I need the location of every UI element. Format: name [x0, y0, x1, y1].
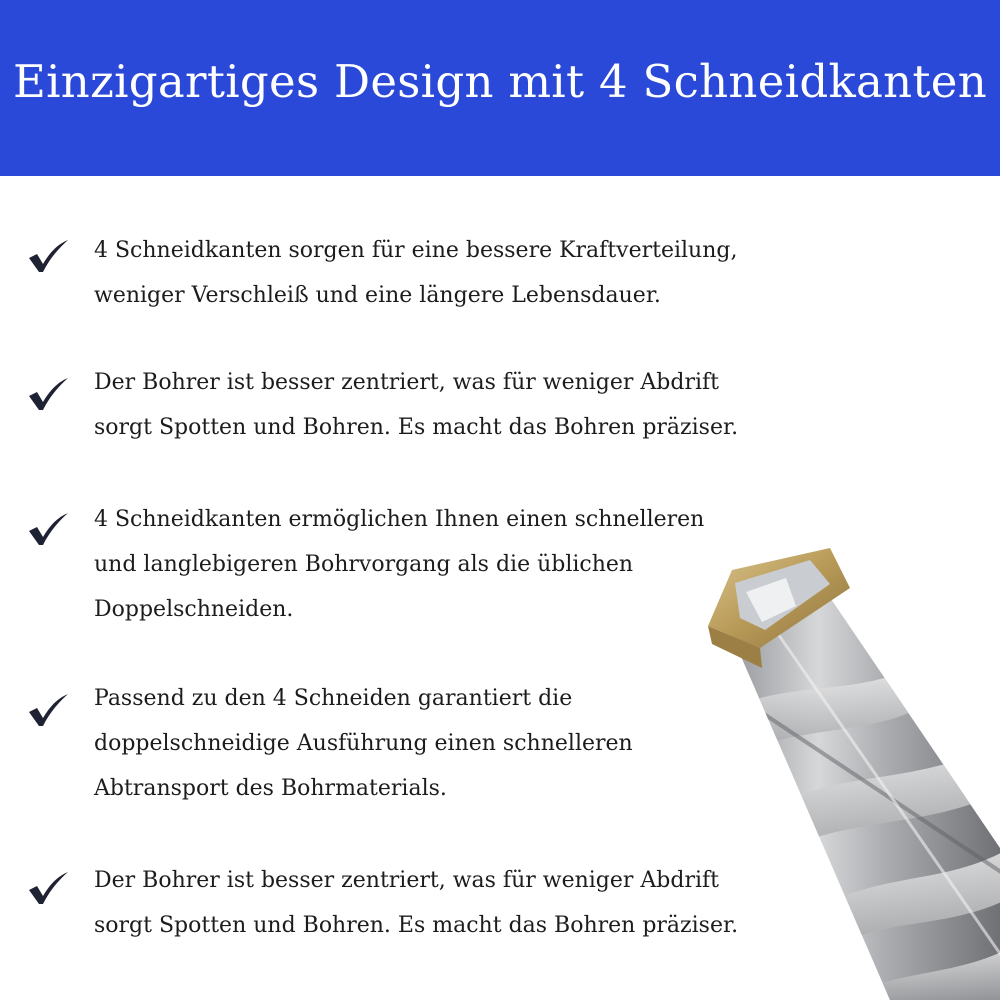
page-title: Einzigartiges Design mit 4 Schneidkanten	[12, 54, 988, 108]
checkmark-icon	[26, 238, 70, 274]
drill-bit-image	[690, 548, 1000, 1000]
feature-text: Passend zu den 4 Schneiden garantiert die doppelschneidige Ausführung einen schnelleren Abtransport des Bohrmaterials.	[94, 686, 633, 801]
checkmark-icon	[26, 870, 70, 906]
feature-text: 4 Schneidkanten ermöglichen Ihnen einen schnelleren und langlebigeren Bohrvorgang als die üblichen Doppelschneiden.	[94, 507, 705, 622]
feature-text: Der Bohrer ist besser zentriert, was für weniger Abdrift sorgt Spotten und Bohren. Es macht das Bohren präziser.	[94, 370, 739, 440]
feature-text: 4 Schneidkanten sorgen für eine bessere Kraftverteilung, weniger Verschleiß und eine längere Lebensdauer.	[94, 238, 738, 308]
checkmark-icon	[26, 376, 70, 412]
feature-text: Der Bohrer ist besser zentriert, was für weniger Abdrift sorgt Spotten und Bohren. Es macht das Bohren präziser.	[94, 868, 739, 938]
checkmark-icon	[26, 692, 70, 728]
checkmark-icon	[26, 511, 70, 547]
header-banner	[0, 0, 1000, 176]
